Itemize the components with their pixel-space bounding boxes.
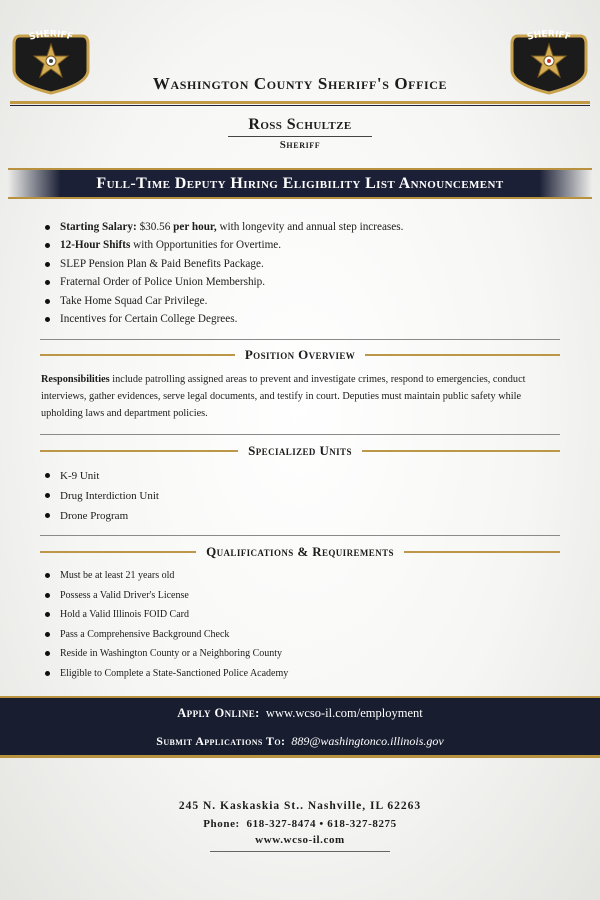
announcement-banner: Full-Time Deputy Hiring Eligibility List Announcement [8,168,592,199]
apply-online-bar [0,696,600,730]
apply-label: Apply Online: [177,706,260,720]
divider [40,535,560,536]
apply-url-link[interactable]: www.wcso-il.com/employment [265,706,423,720]
divider [40,339,560,340]
benefit-item: Incentives for Certain College Degrees. [42,310,562,328]
benefit-item: Take Home Squad Car Privilege. [42,292,562,310]
title-navy-rule [10,105,590,106]
qualification-item: Must be at least 21 years old [42,569,562,589]
qualification-item: Reside in Washington County or a Neighboring County [42,647,562,667]
submit-email-link[interactable]: 889@washingtonco.illinois.gov [291,734,444,748]
footer-phones: Phone: 618-327-8474 • 618-327-8275 [203,818,397,830]
sheriff-divider [228,136,372,137]
qualification-item: Possess a Valid Driver's License [42,589,562,609]
position-overview-heading: Position Overview [40,347,560,363]
unit-item: Drone Program [42,509,562,529]
benefit-item: Fraternal Order of Police Union Membership. [42,273,562,291]
benefit-item: SLEP Pension Plan & Paid Benefits Package. [42,255,562,273]
benefits-list [42,218,562,328]
footer-divider [210,851,390,852]
phone-number-1[interactable]: 618-327-8474 [246,818,317,830]
sheriff-title: Sheriff [279,139,321,151]
benefit-item: Starting Salary: $30.56 per hour, with longevity and annual step increases. [42,218,562,236]
divider [40,434,560,435]
benefit-item: 12-Hour Shifts with Opportunities for Overtime. [42,236,562,254]
qualification-item: Pass a Comprehensive Background Check [42,628,562,648]
position-overview-text: Responsibilities include patrolling assigned areas to prevent and investigate crimes, respond to emergencies, conduct interviews, gather evidences, serve legal documents, and testify in court. Deputies must maintain public safety while upholding laws and department policies. [41,374,526,420]
svg-text:SHERIFF: SHERIFF [28,29,74,43]
specialized-units-heading: Specialized Units [40,443,560,459]
submit-label: Submit Applications To: [156,734,286,748]
submit-applications-bar [0,728,600,758]
footer-website-link[interactable]: www.wcso-il.com [255,834,345,846]
svg-text:SHERIFF: SHERIFF [526,29,572,43]
qualifications-list [42,569,562,686]
phone-number-2[interactable]: 618-327-8275 [327,818,397,830]
qualifications-heading: Qualifications & Requirements [40,544,560,560]
title-gold-rule [10,101,590,104]
unit-item: Drug Interdiction Unit [42,489,562,509]
unit-item: K-9 Unit [42,469,562,489]
qualification-item: Eligible to Complete a State-Sanctioned Police Academy [42,667,562,687]
footer-address: 245 N. Kaskaskia St.. Nashville, IL 62263 [178,800,422,812]
specialized-units-list [42,469,562,529]
sheriff-name: Ross Schultze [248,116,352,133]
qualification-item: Hold a Valid Illinois FOID Card [42,608,562,628]
office-title: Washington County Sheriff's Office [152,74,448,93]
